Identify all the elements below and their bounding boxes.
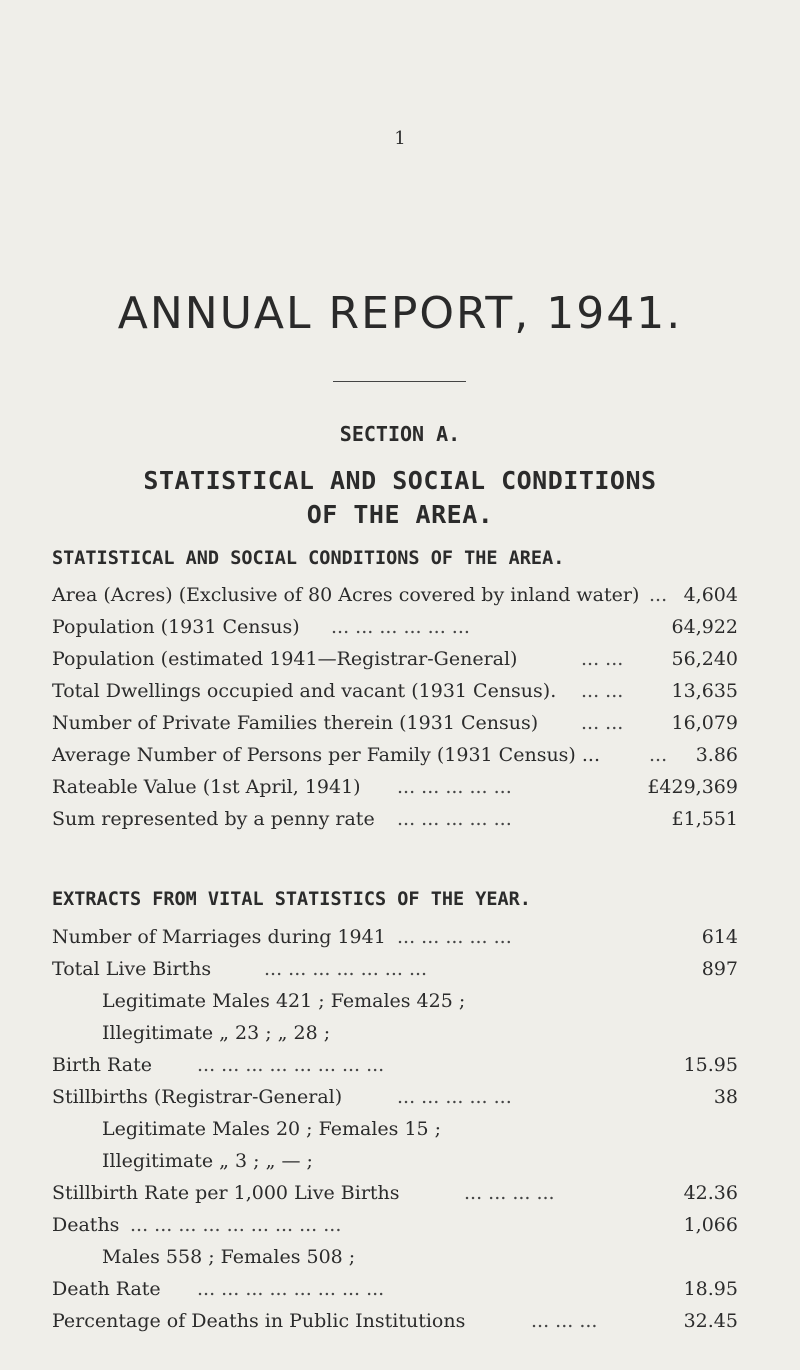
leader-dots: ... ... ... ... ... ... ... ... ... bbox=[130, 1214, 342, 1236]
row-label: Percentage of Deaths in Public Institutions bbox=[52, 1310, 466, 1332]
table-row bbox=[52, 712, 742, 746]
leader-dots: ... ... bbox=[581, 712, 624, 734]
leader-dots: ... bbox=[649, 584, 668, 606]
leader-dots: ... ... bbox=[581, 648, 624, 670]
stillbirths-legitimate: Legitimate Males 20 ; Females 15 ; bbox=[102, 1118, 442, 1140]
live-births-illegitimate: Illegitimate „ 23 ; „ 28 ; bbox=[102, 1022, 331, 1044]
stillbirths-illegitimate: Illegitimate „ 3 ; „ — ; bbox=[102, 1150, 313, 1172]
row-value: £1,551 bbox=[671, 808, 738, 830]
table-row bbox=[52, 1086, 742, 1120]
row-value: £429,369 bbox=[647, 776, 738, 798]
row-label: Sum represented by a penny rate bbox=[52, 808, 375, 830]
leader-dots: ... ... ... ... ... ... ... ... bbox=[197, 1054, 385, 1076]
table-row bbox=[52, 616, 742, 650]
leader-dots: ... ... ... bbox=[531, 1310, 598, 1332]
row-label: Number of Private Families therein (1931 Census) bbox=[52, 712, 539, 734]
row-label: Deaths bbox=[52, 1214, 120, 1236]
table-row bbox=[52, 1182, 742, 1216]
leader-dots: ... ... ... ... ... bbox=[397, 808, 512, 830]
row-label: Population (1931 Census) bbox=[52, 616, 300, 638]
section-label: SECTION A. bbox=[339, 422, 461, 446]
row-label: Population (estimated 1941—Registrar-General) bbox=[52, 648, 518, 670]
row-label: Area (Acres) (Exclusive of 80 Acres covered by inland water) bbox=[52, 584, 640, 606]
leader-dots: ... bbox=[649, 744, 668, 766]
table-row bbox=[52, 808, 742, 842]
divider-rule bbox=[333, 381, 466, 382]
row-value: 16,079 bbox=[671, 712, 738, 734]
deaths-by-sex: Males 558 ; Females 508 ; bbox=[102, 1246, 356, 1268]
row-value: 4,604 bbox=[683, 584, 738, 606]
leader-dots: ... ... ... ... bbox=[464, 1182, 555, 1204]
row-label: Death Rate bbox=[52, 1278, 161, 1300]
row-value: 56,240 bbox=[671, 648, 738, 670]
table-row bbox=[52, 680, 742, 714]
row-value: 3.86 bbox=[695, 744, 738, 766]
section-title-line1: STATISTICAL AND SOCIAL CONDITIONS bbox=[143, 466, 657, 495]
table-row bbox=[52, 584, 742, 618]
row-value: 18.95 bbox=[683, 1278, 738, 1300]
leader-dots: ... ... ... ... ... bbox=[397, 776, 512, 798]
row-value: 614 bbox=[701, 926, 738, 948]
table-row bbox=[52, 1278, 742, 1312]
row-label: Stillbirths (Registrar-General) bbox=[52, 1086, 343, 1108]
row-label: Birth Rate bbox=[52, 1054, 152, 1076]
leader-dots: ... ... bbox=[581, 680, 624, 702]
report-title: ANNUAL REPORT, 1941. bbox=[117, 288, 683, 339]
page-number: 1 bbox=[394, 128, 406, 149]
table-row bbox=[52, 926, 742, 960]
leader-dots: ... ... ... ... ... ... ... ... bbox=[197, 1278, 385, 1300]
table-row bbox=[52, 1214, 742, 1248]
row-label: Total Dwellings occupied and vacant (1931 Census). bbox=[52, 680, 557, 702]
leader-dots: ... ... ... ... ... bbox=[397, 1086, 512, 1108]
row-value: 897 bbox=[701, 958, 738, 980]
row-label: Total Live Births bbox=[52, 958, 212, 980]
table-row bbox=[52, 744, 742, 778]
row-value: 15.95 bbox=[683, 1054, 738, 1076]
row-value: 13,635 bbox=[671, 680, 738, 702]
table-row bbox=[52, 1310, 742, 1344]
row-label: Stillbirth Rate per 1,000 Live Births bbox=[52, 1182, 400, 1204]
table2-heading: EXTRACTS FROM VITAL STATISTICS OF THE YEAR. bbox=[52, 889, 531, 910]
table-row bbox=[52, 776, 742, 810]
live-births-legitimate: Legitimate Males 421 ; Females 425 ; bbox=[102, 990, 466, 1012]
row-label: Average Number of Persons per Family (1931 Census) ... bbox=[52, 744, 601, 766]
section-title-line2: OF THE AREA. bbox=[306, 500, 494, 529]
row-value: 64,922 bbox=[671, 616, 738, 638]
leader-dots: ... ... ... ... ... bbox=[397, 926, 512, 948]
table-row bbox=[52, 1054, 742, 1088]
row-value: 32.45 bbox=[683, 1310, 738, 1332]
table1-heading: STATISTICAL AND SOCIAL CONDITIONS OF THE AREA. bbox=[52, 548, 565, 569]
row-value: 42.36 bbox=[683, 1182, 738, 1204]
row-value: 1,066 bbox=[683, 1214, 738, 1236]
row-label: Rateable Value (1st April, 1941) bbox=[52, 776, 361, 798]
leader-dots: ... ... ... ... ... ... bbox=[331, 616, 470, 638]
table-row bbox=[52, 648, 742, 682]
row-label: Number of Marriages during 1941 bbox=[52, 926, 386, 948]
table-row bbox=[52, 958, 742, 992]
row-value: 38 bbox=[713, 1086, 738, 1108]
leader-dots: ... ... ... ... ... ... ... bbox=[264, 958, 428, 980]
